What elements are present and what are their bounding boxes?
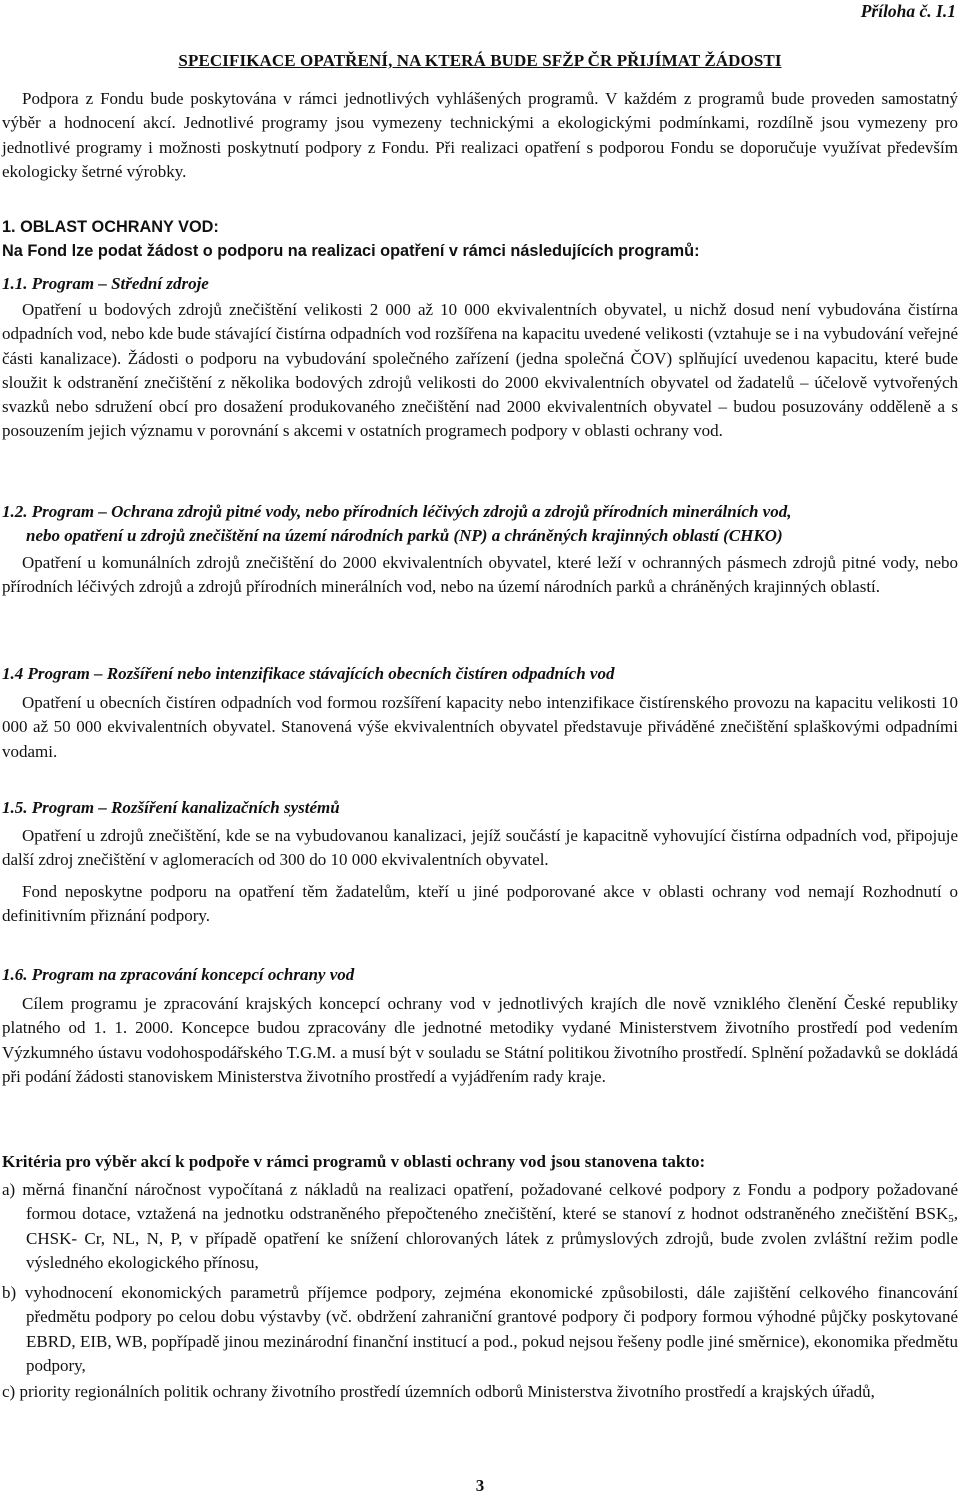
- criteria-item-a: [2, 1178, 958, 1275]
- annex-label: Příloha č. I.1: [860, 1, 956, 21]
- program-1-2-title-line1: 1.2. Program – Ochrana zdrojů pitné vody, nebo přírodních léčivých zdrojů a zdrojů přírodních minerálních vod,: [2, 502, 792, 521]
- page-number: 3: [475, 1476, 485, 1495]
- section-heading: 1. OBLAST OCHRANY VOD:: [2, 218, 219, 236]
- program-1-5-heading: 1.5. Program – Rozšíření kanalizačních systémů: [2, 798, 340, 817]
- criteria-heading: Kritéria pro výběr akcí k podpoře v rámci programů v oblasti ochrany vod jsou stanovena takto:: [2, 1152, 706, 1171]
- program-1-6-heading: 1.6. Program na zpracování koncepcí ochrany vod: [2, 965, 355, 984]
- program-1-1-title: Program – Střední zdroje: [31, 274, 209, 293]
- document-title: SPECIFIKACE OPATŘENÍ, NA KTERÁ BUDE SFŽP ČR PŘIJÍMAT ŽÁDOSTI: [178, 51, 782, 70]
- criteria-item-b: b) vyhodnocení ekonomických parametrů příjemce podpory, zejména ekonomické způsobilosti, dále zajištění celkového financování předmětu podpory po celou dobu výstavby (vč. obdržení zahraniční grantové podpory či podpory formou výhodné půjčky poskytované EBRD, EIB, WB, popřípadě jinou mezinárodní finanční institucí a pod., pokud nejsou řešeny podle jiné směrnice), ekonomika předmětu podpory,: [2, 1283, 958, 1375]
- program-1-1-text: Opatření u bodových zdrojů znečištění velikosti 2 000 až 10 000 ekvivalentních obyvatel, u nichž dosud není vybudována čistírna odpadních vod, nebo kde bude stávající čistírna odpadních vod rozšířena na kapacitu uvedené velikosti (vztahuje se i na vybudování veřejné části kanalizace). Žádosti o podporu na vybudování společného zařízení (jedna společná ČOV) splňující uvedenou kapacitu, které bude sloužit k odstranění znečištění z několika bodových zdrojů velikosti do 2000 ekvivalentních obyvatel od žadatelů – účelově vytvořených svazků nebo sdružení obcí pro dosažení produkovaného znečištění nad 2000 ekvivalentních obyvatel – budou posuzovány odděleně a s posouzením jejich významu v porovnání s akcemi v ostatních programech podpory v oblasti ochrany vod.: [2, 300, 958, 441]
- criteria-item-a-text-1: a) měrná finanční náročnost vypočítaná z nákladů na realizaci opatření, požadované celkové podpory z Fondu a podpory požadované formou dotace, vztažená na jednotku odstraněného přepočteného znečištění, které se stanoví z hodnot odstraněného znečištění BSK: [2, 1180, 958, 1224]
- program-1-2-heading: [2, 500, 958, 548]
- criteria-item-a-subscript: 5: [948, 1213, 954, 1226]
- program-1-6-text: Cílem programu je zpracování krajských koncepcí ochrany vod v jednotlivých krajích dle nově vzniklého členění České republiky platného od 1. 1. 2000. Koncepce budou zpracovány dle jednotné metodiky vydané Ministerstvem životního prostředí pod vedením Výzkumného ústavu vodohospodářského T.G.M. a musí být v souladu se Státní politikou životního prostředí. Splnění požadavků se dokládá při podání žádosti stanoviskem Ministerstva životního prostředí a vyjádřením rady kraje.: [2, 994, 958, 1086]
- program-1-1-heading: [2, 272, 958, 295]
- program-1-5-text-1: Opatření u zdrojů znečištění, kde se na vybudovanou kanalizaci, jejíž součástí je kapacitně vyhovující čistírna odpadních vod, připojuje další zdroj znečištění v aglomeracích od 300 do 10 000 ekvivalentních obyvatel.: [2, 826, 958, 870]
- program-1-4-text: Opatření u obecních čistíren odpadních vod formou rozšíření kapacity nebo intenzifikace čistírenského provozu na kapacitu velikosti 10 000 až 50 000 ekvivalentních obyvatel. Stanovená výše ekvivalentních obyvatel představuje přiváděné znečištění splaškovými odpadními vodami.: [2, 693, 958, 761]
- criteria-item-c: c) priority regionálních politik ochrany životního prostředí územních odborů Ministerstva životního prostředí a krajských úřadů,: [2, 1382, 875, 1401]
- intro-paragraph: Podpora z Fondu bude poskytována v rámci jednotlivých vyhlášených programů. V každém z programů bude proveden samostatný výběr a hodnocení akcí. Jednotlivé programy jsou vymezeny technickými a ekologickými podmínkami, rozdílně jsou vymezeny pro jednotlivé programy i možnosti poskytnutí podpory z Fondu. Při realizaci opatření s podporou Fondu se doporučuje využívat především ekologicky šetrné výrobky.: [2, 89, 958, 181]
- program-1-5-text-2: Fond neposkytne podporu na opatření těm žadatelům, kteří u jiné podporované akce v oblasti ochrany vod nemají Rozhodnutí o definitivním přiznání podpory.: [2, 882, 958, 926]
- criteria-item-a-text-2: , CHSK- Cr, NL, N, P, v případě opatření ke snížení chlorovaných látek z průmyslových zdrojů, bude zvolen zvláštní režim podle výsledného ekologického přínosu,: [26, 1204, 958, 1272]
- program-1-1-number: 1.1.: [2, 274, 28, 293]
- program-1-2-title-line2: nebo opatření u zdrojů znečištění na území národních parků (NP) a chráněných krajinných oblastí (CHKO): [26, 526, 783, 545]
- section-subheading: Na Fond lze podat žádost o podporu na realizaci opatření v rámci následujících programů:: [2, 242, 700, 260]
- program-1-4-heading: 1.4 Program – Rozšíření nebo intenzifikace stávajících obecních čistíren odpadních vod: [2, 664, 615, 683]
- program-1-2-text: Opatření u komunálních zdrojů znečištění do 2000 ekvivalentních obyvatel, které leží v ochranných pásmech zdrojů pitné vody, nebo přírodních léčivých zdrojů a zdrojů přírodních minerálních vod, nebo na území národních parků a chráněných krajinných oblastí.: [2, 553, 958, 597]
